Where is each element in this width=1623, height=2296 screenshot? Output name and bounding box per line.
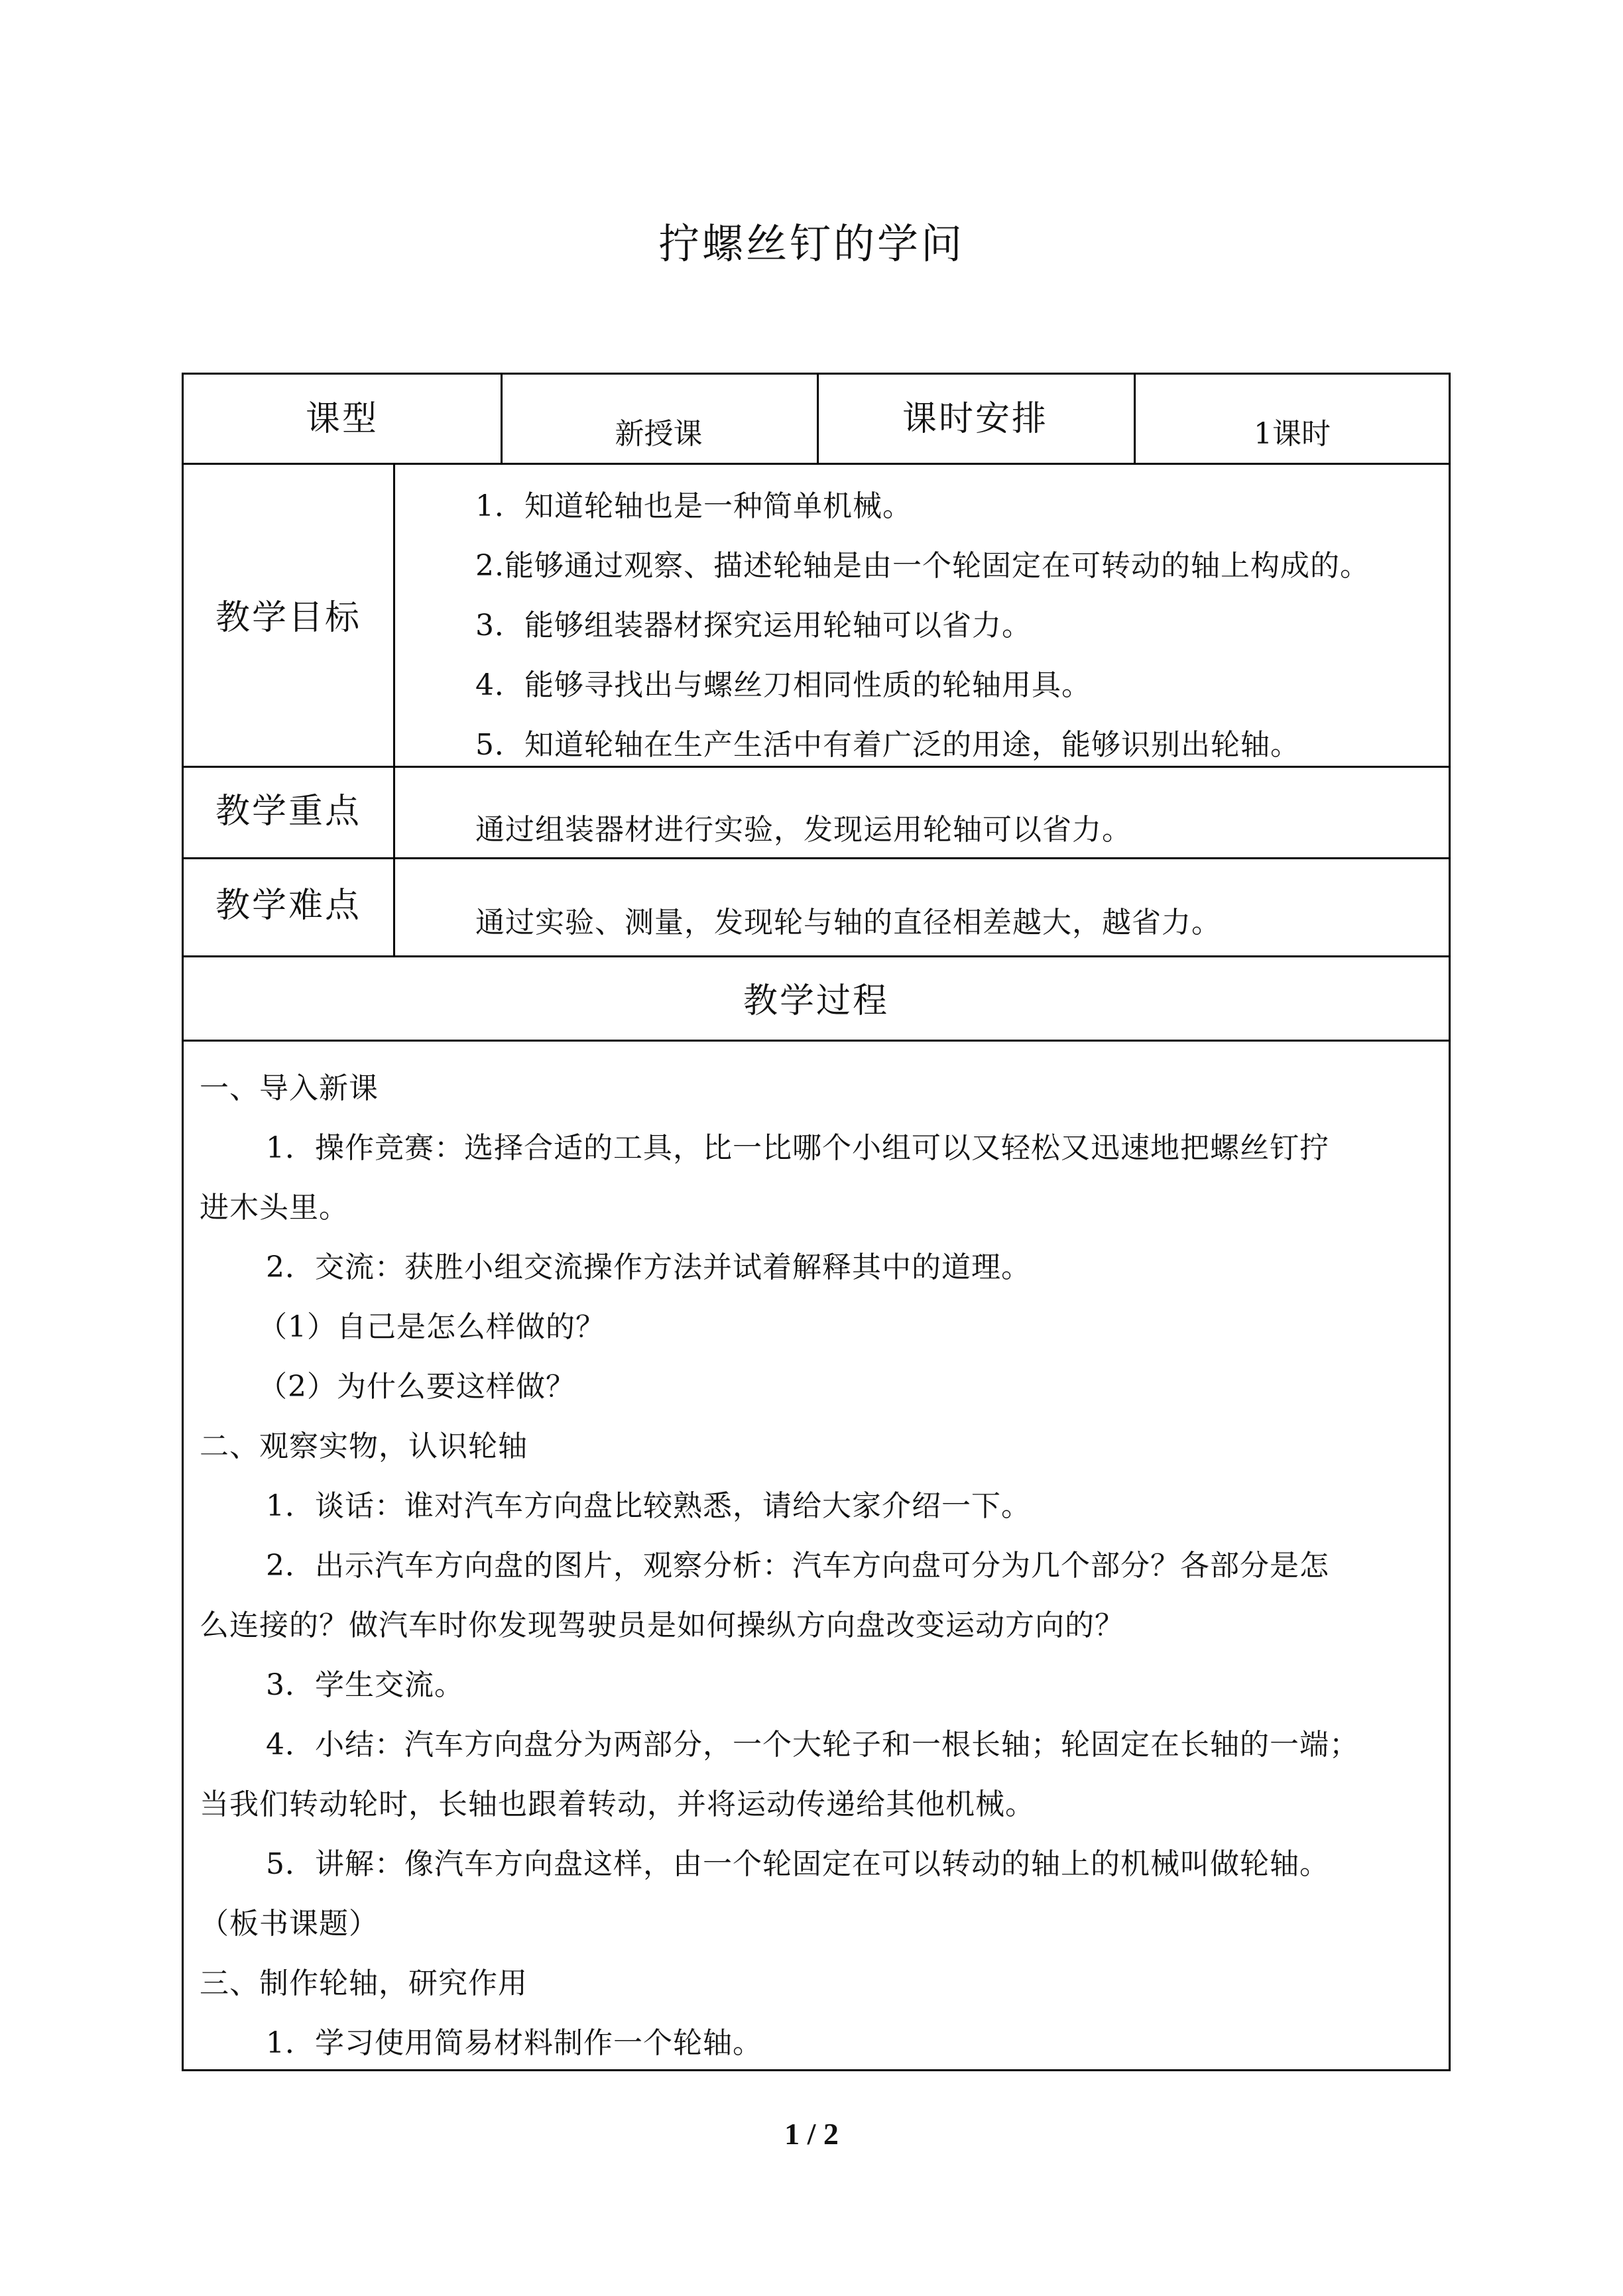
process-line: 1．学习使用简易材料制作一个轮轴。: [266, 2026, 762, 2060]
objective-item: 4．能够寻找出与螺丝刀相同性质的轮轴用具。: [475, 668, 1091, 702]
key-point-text: 通过组装器材进行实验，发现运用轮轴可以省力。: [475, 813, 1132, 847]
process-line: （2）为什么要这样做？: [258, 1370, 575, 1404]
process-line: 1．谈话：谁对汽车方向盘比较熟悉，请给大家介绍一下。: [266, 1489, 1031, 1523]
class-hours-label: 课时安排: [902, 399, 1048, 439]
process-heading: 教学过程: [743, 981, 889, 1021]
process-line: 当我们转动轮时，长轴也跟着转动，并将运动传递给其他机械。: [200, 1787, 1035, 1821]
course-type-label: 课型: [305, 399, 379, 439]
process-line: 三、制作轮轴，研究作用: [200, 1966, 528, 2000]
process-line: 1．操作竞赛：选择合适的工具，比一比哪个小组可以又轻松又迅速地把螺丝钉拧: [266, 1131, 1329, 1165]
process-line: 进木头里。: [200, 1191, 349, 1225]
process-line: 一、导入新课: [200, 1071, 379, 1105]
process-line: 3．学生交流。: [266, 1668, 464, 1702]
objective-item: 1．知道轮轴也是一种简单机械。: [475, 489, 912, 523]
difficulty-label: 教学难点: [215, 885, 361, 926]
difficulty-text: 通过实验、测量，发现轮与轴的直径相差越大，越省力。: [475, 906, 1221, 939]
key-point-label: 教学重点: [215, 791, 361, 831]
class-hours-value: 1课时: [1254, 416, 1331, 451]
process-line: （板书课题）: [200, 1907, 379, 1941]
objectives-label: 教学目标: [215, 598, 361, 638]
page-number: 1 / 2: [784, 2117, 839, 2151]
process-line: 2．出示汽车方向盘的图片，观察分析：汽车方向盘可分为几个部分？各部分是怎: [266, 1549, 1329, 1583]
process-line: 2．交流：获胜小组交流操作方法并试着解释其中的道理。: [266, 1250, 1031, 1284]
row-divider: [184, 1040, 1449, 1042]
course-type-value: 新授课: [615, 416, 703, 451]
document-title: 拧螺丝钉的学问: [658, 219, 965, 268]
process-line: 5．讲解：像汽车方向盘这样，由一个轮固定在可以转动的轴上的机械叫做轮轴。: [266, 1847, 1329, 1881]
lesson-plan-table: [182, 373, 1451, 2071]
objective-item: 5．知道轮轴在生产生活中有着广泛的用途，能够识别出轮轴。: [475, 728, 1300, 762]
col-divider: [393, 463, 395, 955]
process-line: （1）自己是怎么样做的？: [258, 1310, 605, 1344]
process-line: 么连接的？做汽车时你发现驾驶员是如何操纵方向盘改变运动方向的？: [200, 1608, 1124, 1642]
process-line: 4．小结：汽车方向盘分为两部分，一个大轮子和一根长轴；轮固定在长轴的一端；: [266, 1728, 1359, 1762]
process-line: 二、观察实物，认识轮轴: [200, 1429, 528, 1463]
objective-item: 2.能够通过观察、描述轮轴是由一个轮固定在可转动的轴上构成的。: [475, 549, 1370, 583]
objective-item: 3．能够组装器材探究运用轮轴可以省力。: [475, 609, 1032, 642]
